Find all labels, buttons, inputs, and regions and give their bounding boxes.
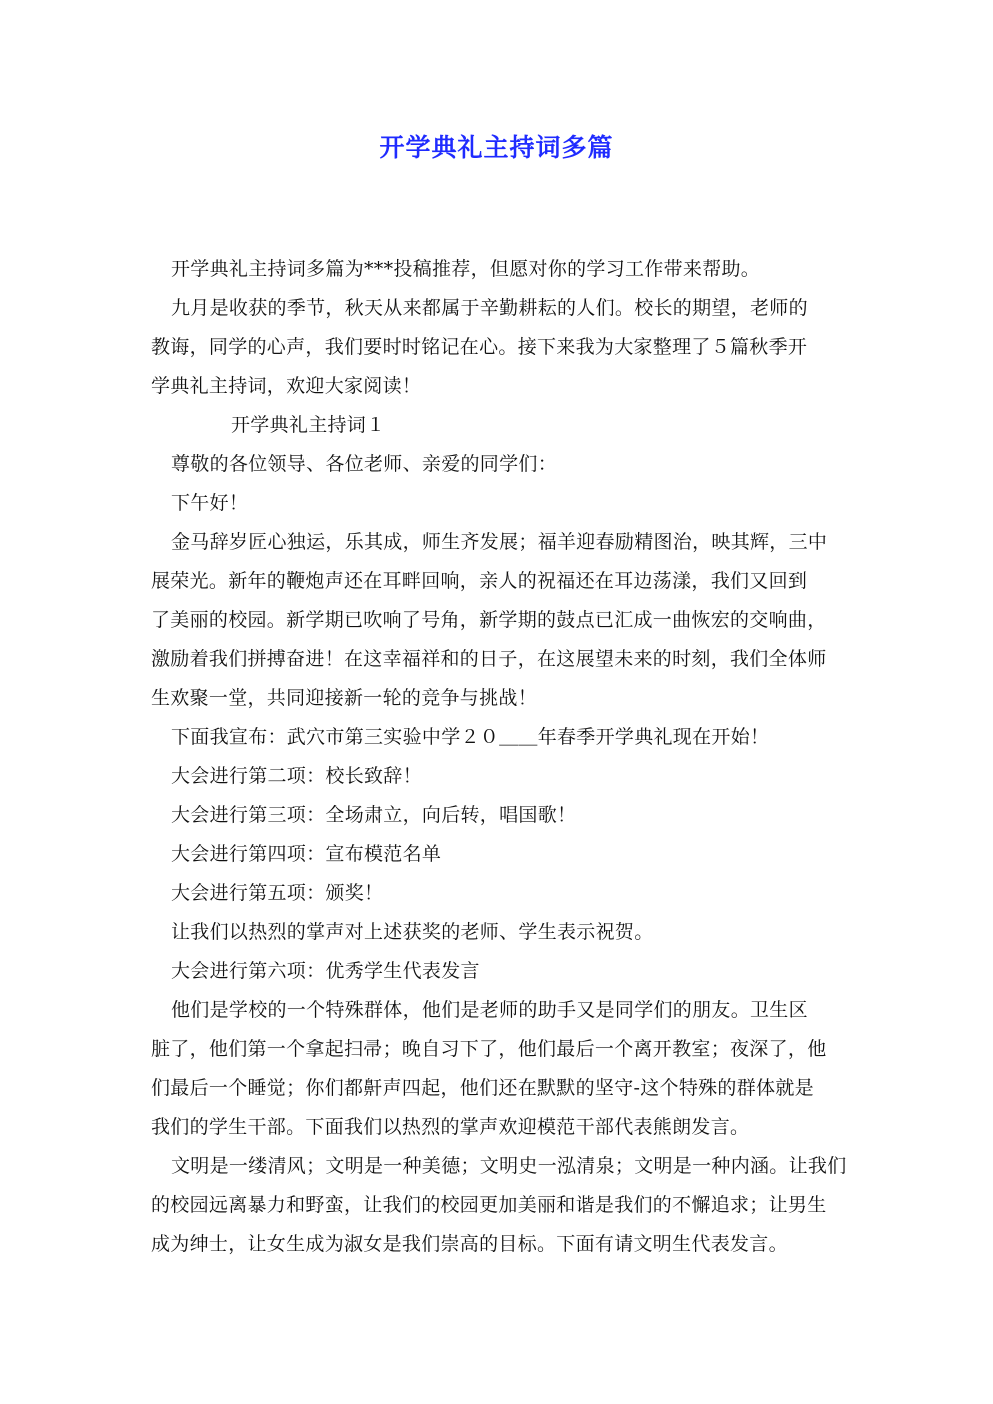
section-heading [151, 406, 851, 445]
text-line: 展荣光。新年的鞭炮声还在耳畔回响，亲人的祝福还在耳边荡漾，我们又回到 [151, 570, 808, 592]
text-line: 们最后一个睡觉；你们都鼾声四起，他们还在默默的坚守-这个特殊的群体就是 [151, 1077, 814, 1099]
text-line: 金马辞岁匠心独运，乐其成，师生齐发展；福羊迎春励精图治，映其辉，三中 [171, 531, 828, 553]
text-line: 大会进行第三项：全场肃立，向后转，唱国歌！ [171, 804, 577, 826]
paragraph [151, 952, 851, 991]
text-line: 大会进行第二项：校长致辞！ [171, 765, 422, 787]
text-line: 大会进行第五项：颁奖！ [171, 882, 384, 904]
text-line: 了美丽的校园。新学期已吹响了号角，新学期的鼓点已汇成一曲恢宏的交响曲， [151, 609, 827, 631]
text-line: 生欢聚一堂，共同迎接新一轮的竞争与挑战！ [151, 687, 538, 709]
paragraph [151, 250, 851, 289]
text-line: 的校园远离暴力和野蛮，让我们的校园更加美丽和谐是我们的不懈追求；让男生 [151, 1194, 827, 1216]
paragraph [151, 718, 851, 757]
paragraph [151, 796, 851, 835]
text-line: 尊敬的各位领导、各位老师、亲爱的同学们： [171, 453, 558, 475]
paragraph [151, 523, 851, 718]
text-line: 九月是收获的季节，秋天从来都属于辛勤耕耘的人们。校长的期望，老师的 [171, 297, 808, 319]
paragraph [151, 445, 851, 484]
paragraph [151, 991, 851, 1147]
text-line: 教诲，同学的心声，我们要时时铭记在心。接下来我为大家整理了５篇秋季开 [151, 336, 808, 358]
paragraph [151, 835, 851, 874]
paragraph [151, 874, 851, 913]
text-line: 成为绅士，让女生成为淑女是我们崇高的目标。下面有请文明生代表发言。 [151, 1233, 788, 1255]
text-line: 让我们以热烈的掌声对上述获奖的老师、学生表示祝贺。 [171, 921, 654, 943]
text-line: 大会进行第四项：宣布模范名单 [171, 843, 442, 865]
document-title: 开学典礼主持词多篇 [379, 133, 614, 162]
text-line: 文明是一缕清风；文明是一种美德；文明史一泓清泉；文明是一种内涵。让我们 [171, 1155, 847, 1177]
text-line: 我们的学生干部。下面我们以热烈的掌声欢迎模范干部代表熊朗发言。 [151, 1116, 750, 1138]
paragraph [151, 1147, 851, 1264]
text-line: 激励着我们拼搏奋进！在这幸福祥和的日子，在这展望未来的时刻，我们全体师 [151, 648, 827, 670]
text-line: 脏了，他们第一个拿起扫帚；晚自习下了，他们最后一个离开教室；夜深了，他 [151, 1038, 827, 1060]
text-line: 开学典礼主持词多篇为***投稿推荐，但愿对你的学习工作带来帮助。 [171, 258, 761, 280]
paragraph [151, 913, 851, 952]
text-line: 学典礼主持词，欢迎大家阅读！ [151, 375, 422, 397]
paragraph [151, 757, 851, 796]
text-line: 下面我宣布：武穴市第三实验中学２０＿＿年春季开学典礼现在开始！ [171, 726, 770, 748]
text-line: 大会进行第六项：优秀学生代表发言 [171, 960, 480, 982]
paragraph [151, 289, 851, 406]
paragraph [151, 484, 851, 523]
text-line: 开学典礼主持词１ [231, 414, 386, 436]
text-line: 他们是学校的一个特殊群体，他们是老师的助手又是同学们的朋友。卫生区 [171, 999, 808, 1021]
text-line: 下午好！ [171, 492, 249, 514]
document-body [151, 250, 851, 1264]
